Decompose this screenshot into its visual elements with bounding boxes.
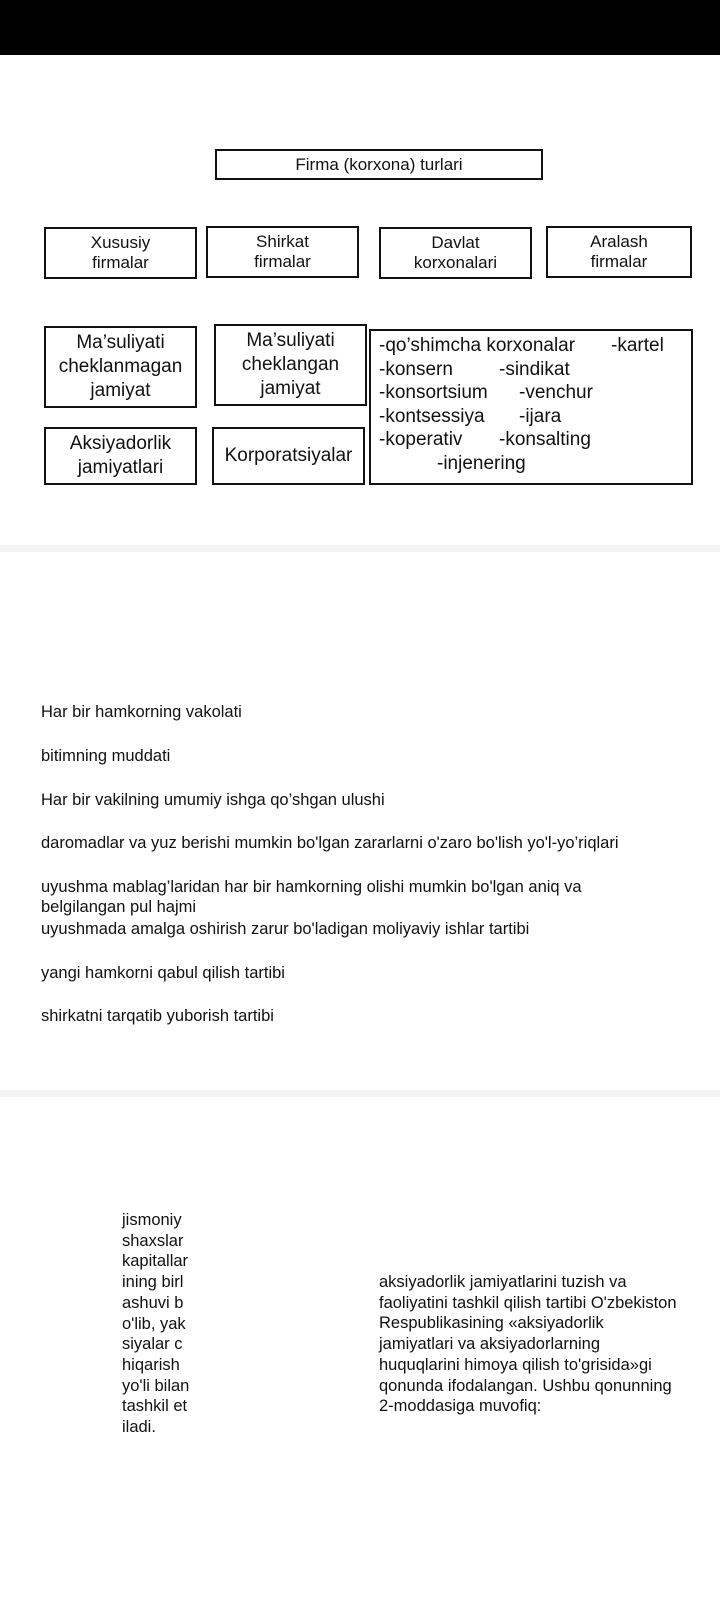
page-2 [0,552,720,1090]
text-line: daromadlar va yuz berishi mumkin bo'lgan zararlarni o'zaro bo'lish yo'l-yo’riqlari [41,834,619,852]
subtype-joint-stock: Aksiyadorlik jamiyatlari [44,427,197,485]
list-row [379,405,683,429]
paragraph-text: aksiyadorlik jamiyatlarini tuzish va faoliyatini tashkil qilish tartibi O'zbekiston Respublikasining «aksiyadorlik jamiyatlari va aksiyadorlarning huquqlarini himoya qilish to'grisida»gi qonunda ifodalangan. Ushbu qonunning 2-moddasiga muvofiq: [379,1273,677,1416]
list-row [379,334,683,358]
text-line: Har bir hamkorning vakolati [41,703,242,721]
text-line: shirkatni tarqatib yuborish tartibi [41,1007,274,1025]
list-item: -koperativ [379,429,463,450]
list-item: -sindikat [499,358,570,380]
list-item: -konsortsium [379,382,488,403]
type-mixed-firms: Aralash firmalar [546,226,692,278]
subtype-limited-liability: Ma’suliyati cheklangan jamiyat [214,324,367,406]
type-state-enterprises: Davlat korxonalari [379,227,532,279]
text-line: yangi hamkorni qabul qilish tartibi [41,964,285,982]
text-line: Har bir vakilning umumiy ishga qo’shgan ulushi [41,791,385,809]
list-item: -konsern [379,358,453,380]
subtype-unlimited-liability: Ma’suliyati cheklanmagan jamiyat [44,326,197,408]
list-row [379,381,683,405]
type-private-firms: Xususiy firmalar [44,227,197,279]
page-separator [0,545,720,552]
list-item: -qo’shimcha korxonalar [379,335,576,356]
type-partnership-firms: Shirkat firmalar [206,226,359,278]
text-line: uyushma mablag’laridan har bir hamkorning olishi mumkin bo'lgan aniq va belgilangan pul hajmi [41,878,582,916]
enterprise-forms-list [369,329,693,485]
list-row [379,452,683,476]
list-item: -konsalting [499,429,591,450]
text-line: uyushmada amalga oshirish zarur bo'ladigan moliyaviy ishlar tartibi [41,920,530,938]
list-item: -kartel [611,335,664,356]
list-item: -ijara [519,405,562,427]
narrow-text-column: jismoniy shaxslar kapitallarining birlashuvi bo'lib, yaksiyalar chiqarish yo'li bilan tashkil etiladi. [122,1211,190,1437]
text-line: bitimning muddati [41,747,171,765]
page-1 [0,55,720,545]
diagram-title: Firma (korxona) turlari [215,149,543,180]
subtype-corporations: Korporatsiyalar [212,427,365,485]
list-row [379,428,683,452]
list-item: -venchur [519,382,593,403]
list-item: -kontsessiya [379,405,485,427]
list-item: -injenering [437,452,526,474]
top-black-bar [0,0,720,55]
list-row [379,358,683,382]
page-separator [0,1090,720,1097]
